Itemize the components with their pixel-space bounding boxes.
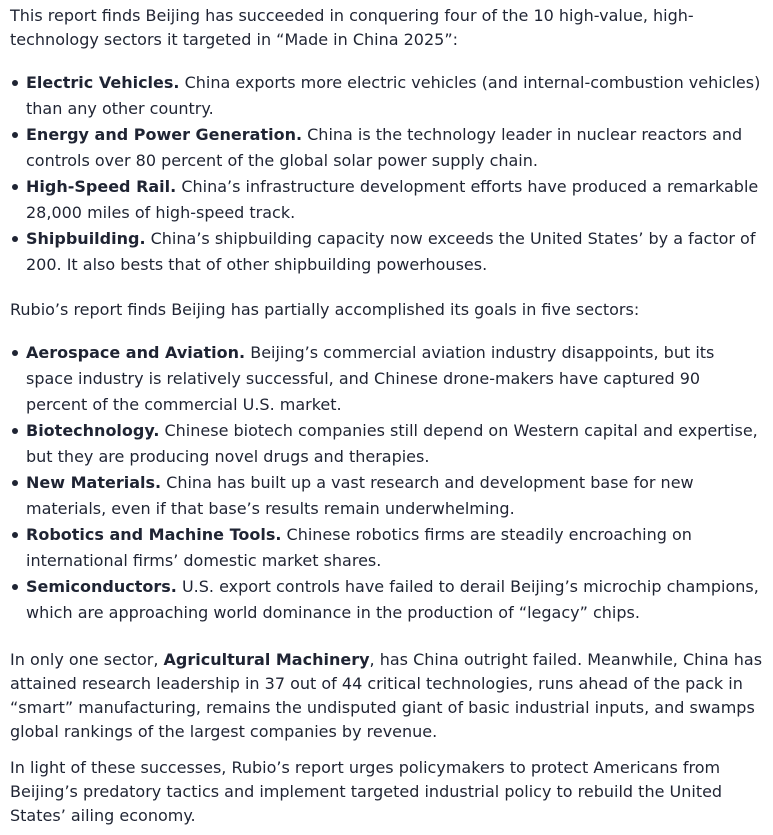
- failed-sector-paragraph: [10, 648, 763, 744]
- sector-description: China exports more electric vehicles (and internal-combustion vehicles) than any other country.: [26, 73, 761, 118]
- list-item: [10, 574, 763, 626]
- sector-description: Chinese robotics firms are steadily encroaching on international firms’ domestic market shares.: [26, 525, 692, 570]
- sector-description: China’s infrastructure development efforts have produced a remarkable 28,000 miles of high-speed track.: [26, 177, 759, 222]
- failed-text-before: In only one sector,: [10, 650, 164, 669]
- sector-title: Semiconductors.: [26, 577, 177, 596]
- sector-title: New Materials.: [26, 473, 162, 492]
- sector-title: Biotechnology.: [26, 421, 160, 440]
- sector-description: Beijing’s commercial aviation industry disappoints, but its space industry is relatively successful, and Chinese drone-makers have captured 90 percent of the commercial U.S. market.: [26, 343, 715, 414]
- succeeded-sectors-list: [10, 70, 763, 278]
- sector-title: Electric Vehicles.: [26, 73, 180, 92]
- sector-title: Aerospace and Aviation.: [26, 343, 246, 362]
- failed-sector-name: Agricultural Machinery: [163, 650, 370, 669]
- conclusion-paragraph: In light of these successes, Rubio’s report urges policymakers to protect Americans from Beijing’s predatory tactics and implement targeted industrial policy to rebuild the United States’ ailing economy.: [10, 758, 723, 825]
- sector-title: Energy and Power Generation.: [26, 125, 303, 144]
- sector-title: Shipbuilding.: [26, 229, 146, 248]
- list-item: [10, 470, 763, 522]
- list-item: [10, 226, 763, 278]
- sector-title: Robotics and Machine Tools.: [26, 525, 282, 544]
- failed-text-after: , has China outright failed. Meanwhile, China has attained research leadership in 37 out of 44 critical technologies, runs ahead of the pack in “smart” manufacturing, remains the undisputed giant of basic industrial inputs, and swamps global rankings of the largest companies by revenue.: [10, 650, 763, 741]
- partial-intro-paragraph: Rubio’s report finds Beijing has partially accomplished its goals in five sectors:: [10, 300, 640, 319]
- sector-description: Chinese biotech companies still depend on Western capital and expertise, but they are producing novel drugs and therapies.: [26, 421, 758, 466]
- intro-paragraph: This report finds Beijing has succeeded in conquering four of the 10 high-value, high-technology sectors it targeted in “Made in China 2025”:: [10, 6, 694, 49]
- list-item: [10, 522, 763, 574]
- list-item: [10, 122, 763, 174]
- list-item: [10, 340, 763, 418]
- list-item: [10, 418, 763, 470]
- sector-description: China has built up a vast research and development base for new materials, even if that base’s results remain underwhelming.: [26, 473, 694, 518]
- sector-title: High-Speed Rail.: [26, 177, 177, 196]
- list-item: [10, 174, 763, 226]
- sector-description: China is the technology leader in nuclear reactors and controls over 80 percent of the global solar power supply chain.: [26, 125, 743, 170]
- list-item: [10, 70, 763, 122]
- sector-description: U.S. export controls have failed to derail Beijing’s microchip champions, which are approaching world dominance in the production of “legacy” chips.: [26, 577, 759, 622]
- sector-description: China’s shipbuilding capacity now exceeds the United States’ by a factor of 200. It also bests that of other shipbuilding powerhouses.: [26, 229, 756, 274]
- partial-sectors-list: [10, 340, 763, 626]
